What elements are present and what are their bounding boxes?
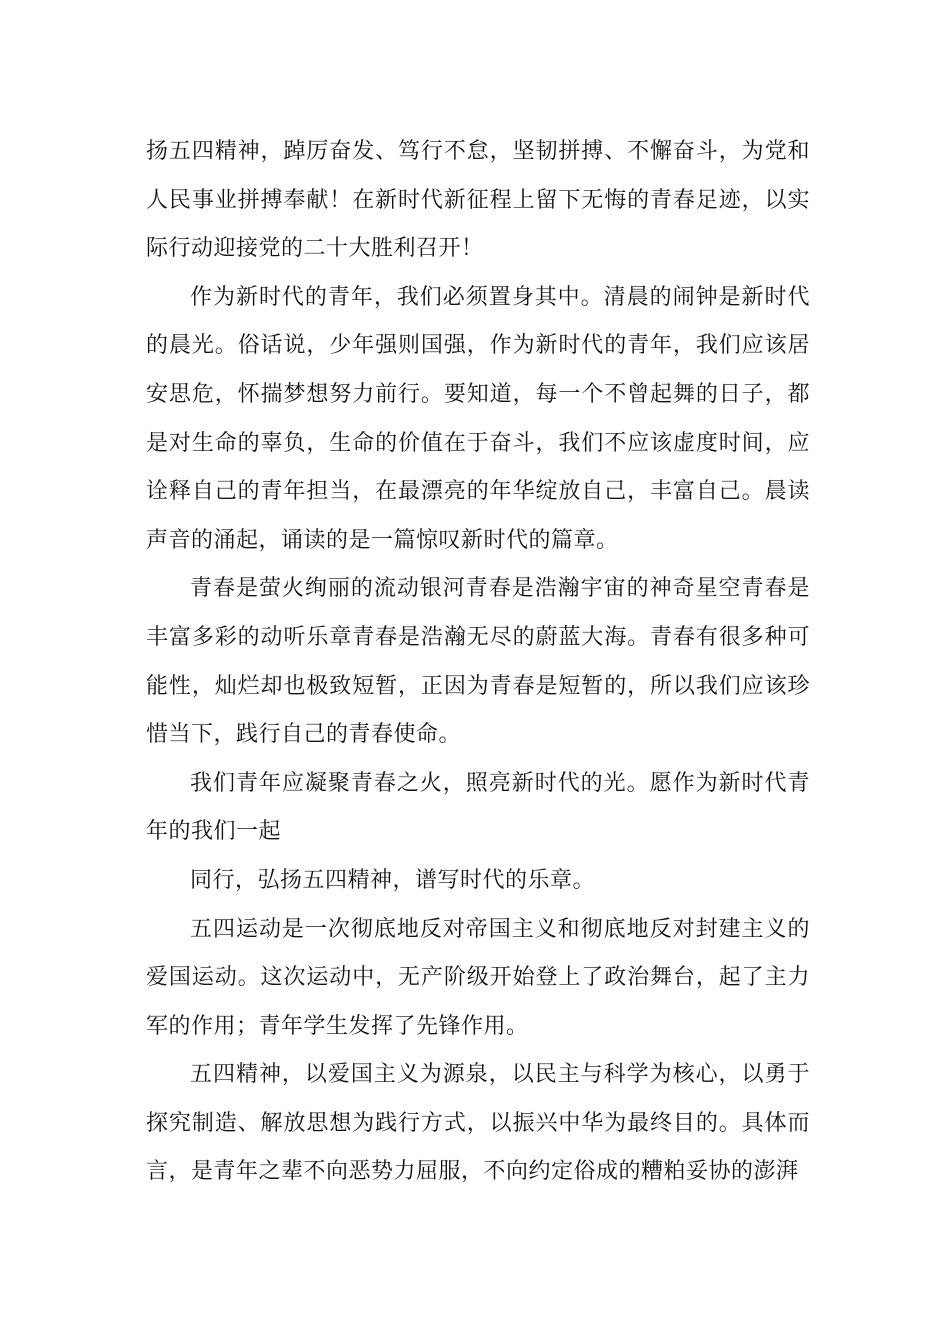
paragraph-3: 青春是萤火绚丽的流动银河青春是浩瀚宇宙的神奇星空青春是丰富多彩的动听乐章青春是浩瀚无尽的蔚蓝大海。青春有很多种可能性，灿烂却也极致短暂，正因为青春是短暂的，所以我们应该珍惜当下，践行自己的青春使命。 <box>146 576 810 748</box>
paragraph-5: 同行，弘扬五四精神，谱写时代的乐章。 <box>190 867 596 893</box>
paragraph-6: 五四运动是一次彻底地反对帝国主义和彻底地反对封建主义的爱国运动。这次运动中，无产阶级开始登上了政治舞台，起了主力军的作用；青年学生发挥了先锋作用。 <box>146 916 810 1039</box>
paragraph-4: 我们青年应凝聚青春之火，照亮新时代的光。愿作为新时代青年的我们一起 <box>146 770 810 845</box>
document-body <box>146 128 810 1197</box>
paragraph-7: 五四精神，以爱国主义为源泉，以民主与科学为核心，以勇于探究制造、解放思想为践行方式，以振兴中华为最终目的。具体而言，是青年之辈不向恶势力屈服，不向约定俗成的糟粕妥协的澎湃 <box>146 1062 810 1185</box>
paragraph-2: 作为新时代的青年，我们必须置身其中。清晨的闹钟是新时代的晨光。俗话说，少年强则国强，作为新时代的青年，我们应该居安思危，怀揣梦想努力前行。要知道，每一个不曾起舞的日子，都是对生命的辜负，生命的价值在于奋斗，我们不应该虚度时间，应诠释自己的青年担当，在最漂亮的年华绽放自己，丰富自己。晨读声音的涌起，诵读的是一篇惊叹新时代的篇章。 <box>146 284 810 553</box>
paragraph-1: 扬五四精神，踔厉奋发、笃行不怠，坚韧拼搏、不懈奋斗，为党和人民事业拼搏奉献！在新时代新征程上留下无悔的青春足迹，以实际行动迎接党的二十大胜利召开！ <box>146 139 810 262</box>
